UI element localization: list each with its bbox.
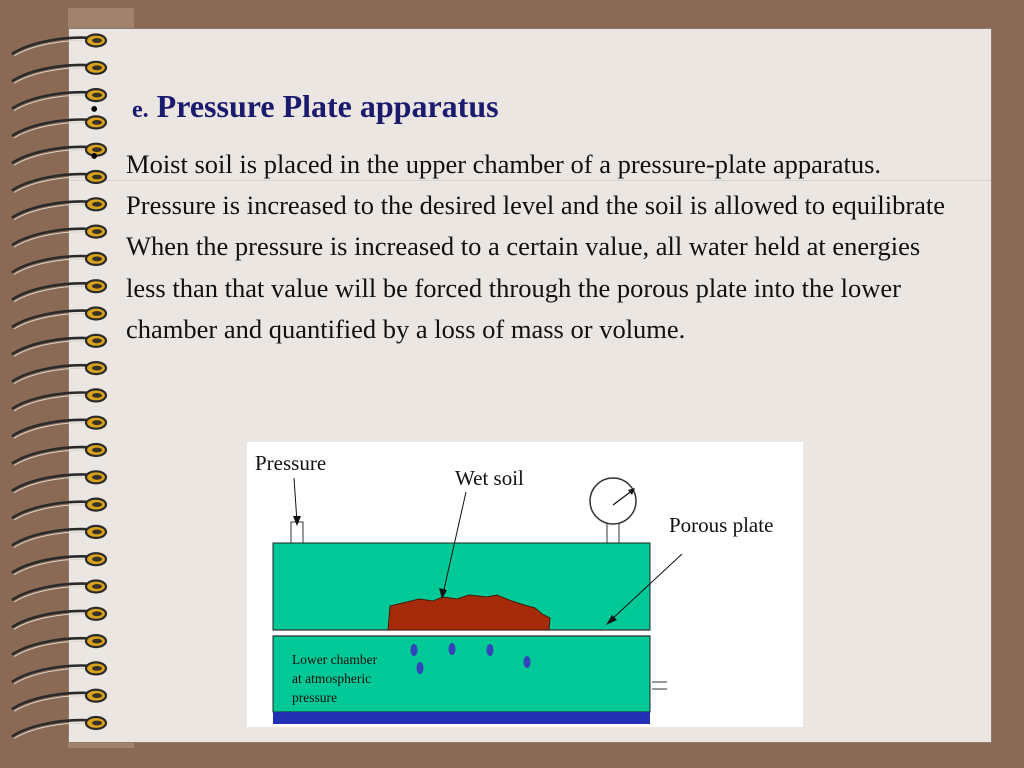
paragraph-2: When the pressure is increased to a certain value, all water held at energies less than that value will be forced through the porous plate into the lower chamber and quantified by a loss of mass or volume. — [126, 231, 921, 344]
spiral-ring-icon — [12, 581, 106, 603]
spiral-ring-icon — [12, 62, 106, 84]
spiral-ring-icon — [12, 499, 106, 520]
body-text — [126, 144, 960, 350]
spiral-ring-icon — [12, 198, 106, 220]
gauge-stem — [607, 522, 619, 544]
spiral-ring-icon — [12, 362, 106, 384]
water-droplet — [487, 644, 494, 656]
spiral-ring-icon — [12, 553, 106, 575]
slide-title — [90, 88, 499, 128]
spiral-ring-icon — [12, 335, 106, 357]
spiral-ring-icon — [12, 717, 106, 739]
water-droplet — [417, 662, 424, 674]
label-pressure: Pressure — [255, 451, 327, 475]
title-text: Pressure Plate apparatus — [156, 88, 499, 124]
spiral-ring-icon — [12, 662, 106, 684]
title-prefix: e. — [132, 97, 149, 123]
spiral-ring-icon — [12, 308, 106, 330]
spiral-ring-icon — [12, 608, 106, 630]
spiral-ring-icon — [12, 690, 106, 712]
spiral-ring-icon — [12, 253, 106, 275]
label-wet-soil: Wet soil — [455, 466, 524, 490]
paragraph-1: Moist soil is placed in the upper chamber of a pressure-plate apparatus. Pressure is increased to the desired level and the soil is allowed to equilibrate — [126, 149, 946, 221]
spiral-ring-icon — [12, 417, 106, 439]
spiral-ring-icon — [12, 526, 106, 548]
spiral-ring-icon — [12, 389, 106, 411]
pressure-arrow — [294, 478, 297, 522]
spiral-ring-icon — [12, 471, 106, 493]
label-porous-plate: Porous plate — [669, 513, 774, 537]
water-droplet — [449, 643, 456, 655]
water-droplet — [524, 656, 531, 668]
spiral-ring-icon — [12, 635, 106, 657]
spiral-binding — [10, 30, 120, 742]
spiral-ring-icon — [12, 226, 106, 248]
body-bullet: • — [90, 144, 99, 170]
label-lower-chamber: Lower chamber at atmospheric pressure — [292, 652, 378, 705]
spiral-ring-icon — [12, 171, 106, 193]
chamber-base — [273, 712, 650, 724]
water-droplet — [411, 644, 418, 656]
title-bullet: • — [90, 97, 99, 123]
pressure-gauge-icon — [590, 478, 636, 524]
pressure-plate-diagram — [247, 442, 803, 727]
spiral-ring-icon — [12, 444, 106, 466]
spiral-ring-icon — [12, 35, 106, 57]
spiral-ring-icon — [12, 280, 106, 302]
